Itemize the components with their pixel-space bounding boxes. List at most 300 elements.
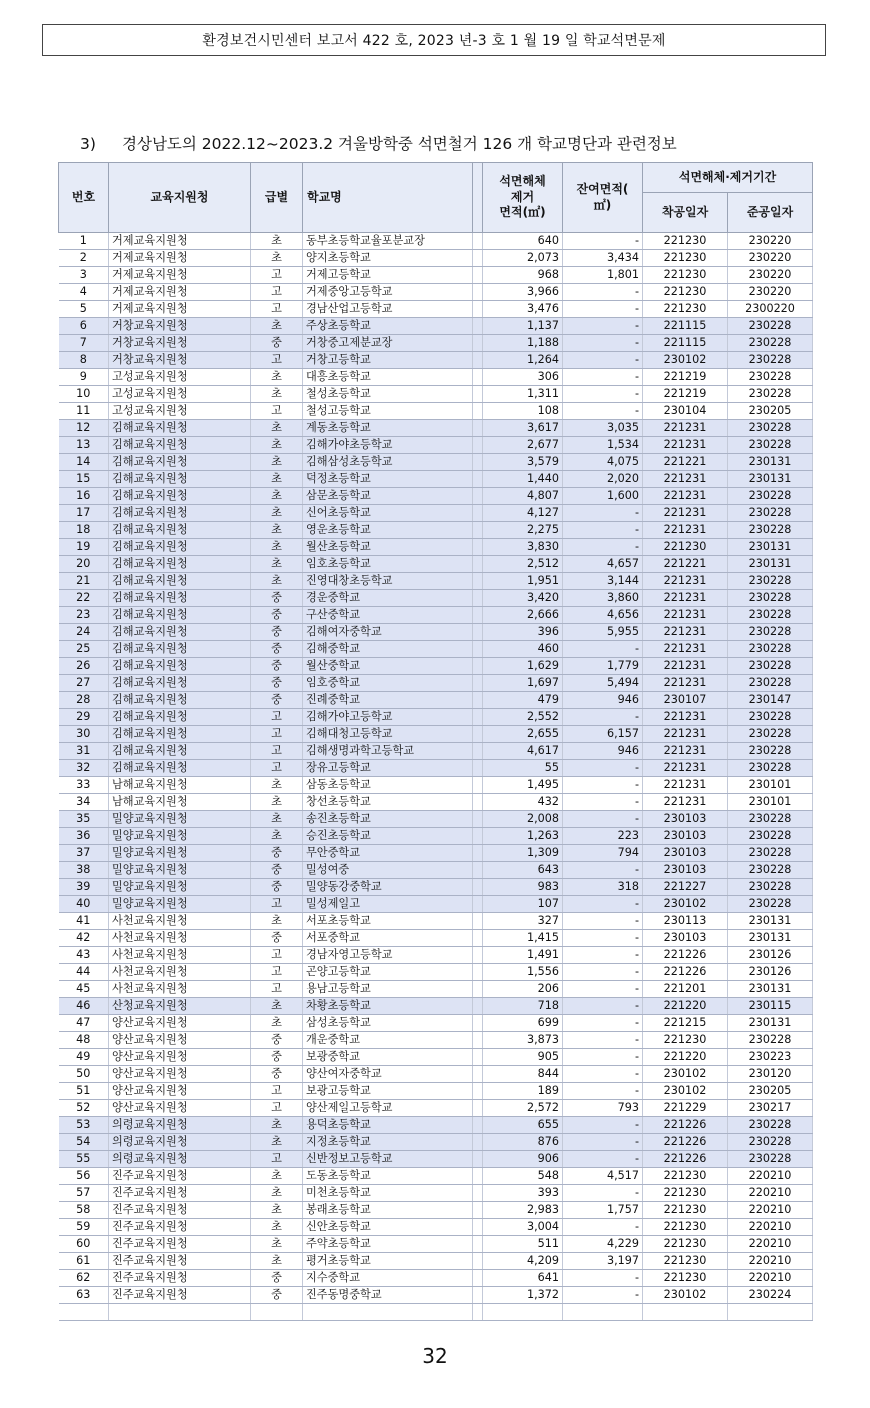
school-name: 용덕초등학교 <box>303 1117 473 1134</box>
removed-area: 306 <box>483 369 563 386</box>
school-name: 삼성초등학교 <box>303 1015 473 1032</box>
start-date: 221231 <box>643 573 728 590</box>
removed-area: 1,372 <box>483 1287 563 1304</box>
education-office: 김해교육지원청 <box>109 743 251 760</box>
table-row <box>59 1219 813 1236</box>
remaining-area: - <box>563 1015 643 1032</box>
table-row <box>59 794 813 811</box>
remaining-area: - <box>563 862 643 879</box>
end-date: 230131 <box>728 556 813 573</box>
spacer <box>473 369 483 386</box>
end-date: 230126 <box>728 964 813 981</box>
start-date: 221231 <box>643 420 728 437</box>
education-office: 거창교육지원청 <box>109 352 251 369</box>
start-date: 221231 <box>643 471 728 488</box>
school-name: 김해대청고등학교 <box>303 726 473 743</box>
school-name: 장유고등학교 <box>303 760 473 777</box>
spacer <box>473 403 483 420</box>
school-name: 도동초등학교 <box>303 1168 473 1185</box>
school-name: 신안초등학교 <box>303 1219 473 1236</box>
removed-area: 1,951 <box>483 573 563 590</box>
row-number: 34 <box>59 794 109 811</box>
removed-area: 3,420 <box>483 590 563 607</box>
table-row <box>59 624 813 641</box>
school-name: 김해생명과학고등학교 <box>303 743 473 760</box>
school-level: 초 <box>251 1185 303 1202</box>
cutoff-cell <box>303 1304 473 1321</box>
school-level: 고 <box>251 743 303 760</box>
education-office: 거제교육지원청 <box>109 250 251 267</box>
remaining-area: - <box>563 1066 643 1083</box>
spacer <box>473 539 483 556</box>
school-level: 초 <box>251 539 303 556</box>
end-date: 230228 <box>728 1151 813 1168</box>
removed-area: 655 <box>483 1117 563 1134</box>
remaining-area: 4,229 <box>563 1236 643 1253</box>
table-row <box>59 1049 813 1066</box>
table-body <box>59 233 813 1321</box>
table-row <box>59 250 813 267</box>
table-row <box>59 675 813 692</box>
end-date: 230205 <box>728 403 813 420</box>
school-level: 초 <box>251 1202 303 1219</box>
start-date: 221215 <box>643 1015 728 1032</box>
start-date: 221231 <box>643 658 728 675</box>
spacer <box>473 777 483 794</box>
removed-area: 1,556 <box>483 964 563 981</box>
remaining-area: - <box>563 930 643 947</box>
end-date: 230131 <box>728 539 813 556</box>
education-office: 거제교육지원청 <box>109 284 251 301</box>
end-date: 230228 <box>728 828 813 845</box>
header-end-date: 준공일자 <box>728 193 813 233</box>
removed-area: 640 <box>483 233 563 250</box>
school-name: 임호초등학교 <box>303 556 473 573</box>
row-number: 14 <box>59 454 109 471</box>
row-number: 37 <box>59 845 109 862</box>
removed-area: 1,697 <box>483 675 563 692</box>
education-office: 사천교육지원청 <box>109 981 251 998</box>
table-row <box>59 1015 813 1032</box>
spacer <box>473 1270 483 1287</box>
start-date: 230103 <box>643 845 728 862</box>
table-row <box>59 590 813 607</box>
table-row <box>59 947 813 964</box>
remaining-area: - <box>563 1287 643 1304</box>
row-number: 38 <box>59 862 109 879</box>
table-row <box>59 1236 813 1253</box>
removed-area: 55 <box>483 760 563 777</box>
table-row <box>59 777 813 794</box>
end-date: 230126 <box>728 947 813 964</box>
row-number: 11 <box>59 403 109 420</box>
end-date: 230228 <box>728 505 813 522</box>
end-date: 230131 <box>728 454 813 471</box>
end-date: 230101 <box>728 794 813 811</box>
start-date: 221226 <box>643 1151 728 1168</box>
end-date: 230228 <box>728 709 813 726</box>
education-office: 고성교육지원청 <box>109 369 251 386</box>
start-date: 230103 <box>643 811 728 828</box>
row-number: 15 <box>59 471 109 488</box>
row-number: 43 <box>59 947 109 964</box>
removed-area: 327 <box>483 913 563 930</box>
table-row <box>59 845 813 862</box>
table-row <box>59 1185 813 1202</box>
removed-area: 432 <box>483 794 563 811</box>
end-date: 220210 <box>728 1185 813 1202</box>
removed-area: 511 <box>483 1236 563 1253</box>
header-remaining-area: 잔여면적( ㎡) <box>563 163 643 233</box>
row-number: 63 <box>59 1287 109 1304</box>
school-level: 고 <box>251 760 303 777</box>
school-name: 경운중학교 <box>303 590 473 607</box>
school-level: 중 <box>251 335 303 352</box>
education-office: 김해교육지원청 <box>109 760 251 777</box>
spacer <box>473 1219 483 1236</box>
remaining-area: 1,600 <box>563 488 643 505</box>
row-number: 59 <box>59 1219 109 1236</box>
education-office: 김해교육지원청 <box>109 607 251 624</box>
spacer <box>473 1032 483 1049</box>
start-date: 221231 <box>643 709 728 726</box>
row-number: 25 <box>59 641 109 658</box>
remaining-area: - <box>563 352 643 369</box>
school-name: 주상초등학교 <box>303 318 473 335</box>
spacer <box>473 250 483 267</box>
spacer <box>473 726 483 743</box>
row-number: 24 <box>59 624 109 641</box>
spacer <box>473 1117 483 1134</box>
education-office: 거제교육지원청 <box>109 233 251 250</box>
spacer <box>473 573 483 590</box>
school-name: 경남산업고등학교 <box>303 301 473 318</box>
start-date: 230113 <box>643 913 728 930</box>
remaining-area: - <box>563 1185 643 1202</box>
removed-area: 906 <box>483 1151 563 1168</box>
school-level: 중 <box>251 1049 303 1066</box>
table-row <box>59 828 813 845</box>
start-date: 221231 <box>643 522 728 539</box>
school-level: 초 <box>251 505 303 522</box>
school-level: 고 <box>251 403 303 420</box>
header-no: 번호 <box>59 163 109 233</box>
end-date: 230224 <box>728 1287 813 1304</box>
end-date: 2300220 <box>728 301 813 318</box>
spacer <box>473 420 483 437</box>
table-row <box>59 726 813 743</box>
start-date: 221220 <box>643 1049 728 1066</box>
spacer <box>473 930 483 947</box>
end-date: 230228 <box>728 607 813 624</box>
school-level: 초 <box>251 556 303 573</box>
removed-area: 479 <box>483 692 563 709</box>
start-date: 221231 <box>643 675 728 692</box>
removed-area: 643 <box>483 862 563 879</box>
cutoff-cell <box>109 1304 251 1321</box>
row-number: 5 <box>59 301 109 318</box>
spacer <box>473 488 483 505</box>
header-period: 석면해체·제거기간 <box>643 163 813 193</box>
remaining-area: - <box>563 998 643 1015</box>
school-name: 거제고등학교 <box>303 267 473 284</box>
remaining-area: 1,801 <box>563 267 643 284</box>
removed-area: 2,008 <box>483 811 563 828</box>
start-date: 221230 <box>643 233 728 250</box>
start-date: 221115 <box>643 318 728 335</box>
school-level: 초 <box>251 1117 303 1134</box>
school-level: 중 <box>251 1270 303 1287</box>
school-level: 중 <box>251 862 303 879</box>
removed-area: 396 <box>483 624 563 641</box>
table-row <box>59 284 813 301</box>
education-office: 고성교육지원청 <box>109 386 251 403</box>
spacer <box>473 709 483 726</box>
school-name: 봉래초등학교 <box>303 1202 473 1219</box>
education-office: 김해교육지원청 <box>109 590 251 607</box>
spacer <box>473 692 483 709</box>
start-date: 230102 <box>643 1287 728 1304</box>
start-date: 221230 <box>643 539 728 556</box>
remaining-area: - <box>563 981 643 998</box>
table-row <box>59 743 813 760</box>
school-name: 영운초등학교 <box>303 522 473 539</box>
removed-area: 4,127 <box>483 505 563 522</box>
remaining-area: 3,144 <box>563 573 643 590</box>
spacer <box>473 301 483 318</box>
school-name: 서포중학교 <box>303 930 473 947</box>
education-office: 김해교육지원청 <box>109 556 251 573</box>
table-row <box>59 233 813 250</box>
school-level: 초 <box>251 794 303 811</box>
school-level: 고 <box>251 896 303 913</box>
row-number: 57 <box>59 1185 109 1202</box>
end-date: 230228 <box>728 522 813 539</box>
table-row <box>59 1151 813 1168</box>
spacer <box>473 1015 483 1032</box>
spacer <box>473 675 483 692</box>
row-number: 16 <box>59 488 109 505</box>
table-row <box>59 1287 813 1304</box>
start-date: 221221 <box>643 556 728 573</box>
end-date: 230228 <box>728 573 813 590</box>
school-name: 용남고등학교 <box>303 981 473 998</box>
start-date: 221230 <box>643 1236 728 1253</box>
removed-area: 968 <box>483 267 563 284</box>
row-number: 53 <box>59 1117 109 1134</box>
table-row <box>59 930 813 947</box>
start-date: 221115 <box>643 335 728 352</box>
end-date: 230220 <box>728 267 813 284</box>
spacer <box>473 862 483 879</box>
school-name: 김해가야초등학교 <box>303 437 473 454</box>
remaining-area: 946 <box>563 743 643 760</box>
row-number: 21 <box>59 573 109 590</box>
school-name: 동부초등학교율포분교장 <box>303 233 473 250</box>
row-number: 1 <box>59 233 109 250</box>
spacer <box>473 641 483 658</box>
removed-area: 2,512 <box>483 556 563 573</box>
school-level: 고 <box>251 1083 303 1100</box>
school-name: 월산중학교 <box>303 658 473 675</box>
removed-area: 2,572 <box>483 1100 563 1117</box>
table-row <box>59 692 813 709</box>
start-date: 230107 <box>643 692 728 709</box>
end-date: 230147 <box>728 692 813 709</box>
school-level: 고 <box>251 352 303 369</box>
table-row <box>59 811 813 828</box>
school-level: 중 <box>251 1066 303 1083</box>
row-number: 29 <box>59 709 109 726</box>
end-date: 230131 <box>728 913 813 930</box>
section-title-text: 경상남도의 2022.12~2023.2 겨울방학중 석면철거 126 개 학교명단과 관련정보 <box>122 135 677 153</box>
school-name: 계동초등학교 <box>303 420 473 437</box>
school-name: 양산여자중학교 <box>303 1066 473 1083</box>
table-row <box>59 437 813 454</box>
spacer <box>473 896 483 913</box>
remaining-area: - <box>563 1083 643 1100</box>
education-office: 김해교육지원청 <box>109 471 251 488</box>
end-date: 230228 <box>728 811 813 828</box>
remaining-area: - <box>563 1134 643 1151</box>
start-date: 221201 <box>643 981 728 998</box>
table-row <box>59 1270 813 1287</box>
spacer <box>473 386 483 403</box>
end-date: 230228 <box>728 675 813 692</box>
table-row <box>59 488 813 505</box>
removed-area: 2,666 <box>483 607 563 624</box>
spacer <box>473 964 483 981</box>
school-name: 미천초등학교 <box>303 1185 473 1202</box>
remaining-area: - <box>563 964 643 981</box>
start-date: 221231 <box>643 641 728 658</box>
removed-area: 983 <box>483 879 563 896</box>
removed-area: 1,311 <box>483 386 563 403</box>
remaining-area: - <box>563 539 643 556</box>
school-level: 초 <box>251 471 303 488</box>
start-date: 221226 <box>643 1117 728 1134</box>
row-number: 61 <box>59 1253 109 1270</box>
row-number: 13 <box>59 437 109 454</box>
row-number: 20 <box>59 556 109 573</box>
table-row <box>59 505 813 522</box>
school-name: 지수중학교 <box>303 1270 473 1287</box>
school-name: 구산중학교 <box>303 607 473 624</box>
report-header-text: 환경보건시민센터 보고서 422 호, 2023 년-3 호 1 월 19 일 학교석면문제 <box>202 33 666 49</box>
school-name: 거제중앙고등학교 <box>303 284 473 301</box>
start-date: 221230 <box>643 1168 728 1185</box>
page-number: 32 <box>422 1344 448 1368</box>
remaining-area: 5,955 <box>563 624 643 641</box>
remaining-area: - <box>563 641 643 658</box>
start-date: 221230 <box>643 250 728 267</box>
school-name: 삼동초등학교 <box>303 777 473 794</box>
spacer <box>473 743 483 760</box>
start-date: 221230 <box>643 284 728 301</box>
school-level: 중 <box>251 845 303 862</box>
end-date: 220210 <box>728 1236 813 1253</box>
remaining-area: - <box>563 896 643 913</box>
education-office: 진주교육지원청 <box>109 1253 251 1270</box>
remaining-area: - <box>563 760 643 777</box>
removed-area: 905 <box>483 1049 563 1066</box>
start-date: 221227 <box>643 879 728 896</box>
table-row <box>59 1083 813 1100</box>
removed-area: 206 <box>483 981 563 998</box>
row-number: 47 <box>59 1015 109 1032</box>
school-name: 승진초등학교 <box>303 828 473 845</box>
school-level: 초 <box>251 998 303 1015</box>
spacer <box>473 658 483 675</box>
end-date: 230228 <box>728 488 813 505</box>
remaining-area: - <box>563 947 643 964</box>
school-level: 중 <box>251 1287 303 1304</box>
cutoff-cell <box>251 1304 303 1321</box>
start-date: 221231 <box>643 794 728 811</box>
table-row <box>59 454 813 471</box>
remaining-area: - <box>563 318 643 335</box>
school-level: 중 <box>251 1032 303 1049</box>
start-date: 221230 <box>643 301 728 318</box>
school-name: 철성고등학교 <box>303 403 473 420</box>
spacer <box>473 998 483 1015</box>
school-level: 초 <box>251 1134 303 1151</box>
school-name: 신반정보고등학교 <box>303 1151 473 1168</box>
school-level: 초 <box>251 1253 303 1270</box>
spacer <box>473 879 483 896</box>
remaining-area: - <box>563 1151 643 1168</box>
school-level: 고 <box>251 1151 303 1168</box>
end-date: 230228 <box>728 386 813 403</box>
removed-area: 1,264 <box>483 352 563 369</box>
remaining-area: 793 <box>563 1100 643 1117</box>
school-name: 무안중학교 <box>303 845 473 862</box>
school-name: 평거초등학교 <box>303 1253 473 1270</box>
school-level: 초 <box>251 1015 303 1032</box>
spacer <box>473 947 483 964</box>
end-date: 230228 <box>728 590 813 607</box>
start-date: 221230 <box>643 1253 728 1270</box>
table-row <box>59 658 813 675</box>
spacer <box>473 913 483 930</box>
row-number: 10 <box>59 386 109 403</box>
end-date: 230228 <box>728 760 813 777</box>
school-level: 초 <box>251 777 303 794</box>
school-level: 초 <box>251 369 303 386</box>
education-office: 김해교육지원청 <box>109 675 251 692</box>
row-number: 55 <box>59 1151 109 1168</box>
education-office: 남해교육지원청 <box>109 794 251 811</box>
table-row <box>59 862 813 879</box>
remaining-area: - <box>563 335 643 352</box>
remaining-area: 3,434 <box>563 250 643 267</box>
row-number: 54 <box>59 1134 109 1151</box>
end-date: 230223 <box>728 1049 813 1066</box>
school-name: 주약초등학교 <box>303 1236 473 1253</box>
education-office: 사천교육지원청 <box>109 947 251 964</box>
start-date: 221220 <box>643 998 728 1015</box>
end-date: 230220 <box>728 250 813 267</box>
spacer <box>473 607 483 624</box>
removed-area: 2,073 <box>483 250 563 267</box>
section-number: 3) <box>80 135 96 153</box>
start-date: 221231 <box>643 743 728 760</box>
end-date: 230220 <box>728 284 813 301</box>
row-number: 35 <box>59 811 109 828</box>
end-date: 230228 <box>728 862 813 879</box>
remaining-area: - <box>563 284 643 301</box>
start-date: 221219 <box>643 369 728 386</box>
